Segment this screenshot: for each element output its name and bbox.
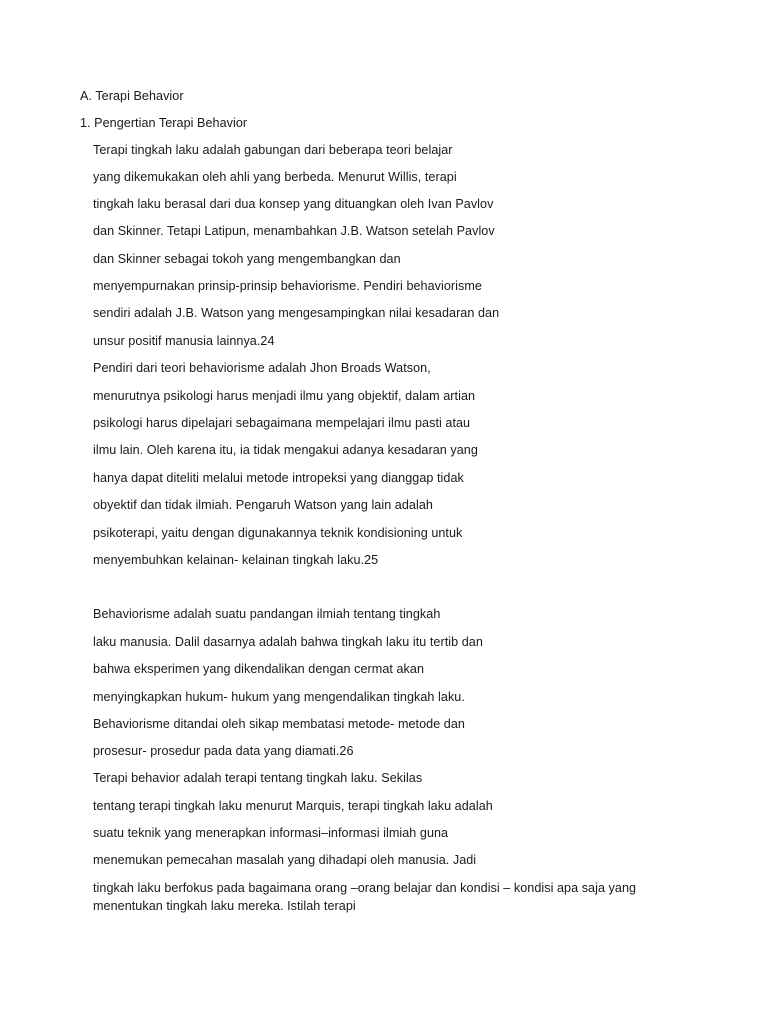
paragraph-line: tentang terapi tingkah laku menurut Marquis, terapi tingkah laku adalah [93,799,493,813]
paragraph-line: menentukan tingkah laku mereka. Istilah terapi [93,899,356,913]
paragraph-line: menyingkapkan hukum- hukum yang mengendalikan tingkah laku. [93,690,465,704]
subsection-heading: 1. Pengertian Terapi Behavior [80,116,248,130]
paragraph-line: bahwa eksperimen yang dikendalikan dengan cermat akan [93,662,424,676]
paragraph-line: Pendiri dari teori behaviorisme adalah Jhon Broads Watson, [93,361,431,375]
paragraph-line: dan Skinner. Tetapi Latipun, menambahkan J.B. Watson setelah Pavlov [93,224,495,238]
paragraph-line: unsur positif manusia lainnya.24 [93,334,275,348]
section-heading: A. Terapi Behavior [80,89,184,103]
paragraph-line: suatu teknik yang menerapkan informasi–informasi ilmiah guna [93,826,449,840]
paragraph-line: tingkah laku berfokus pada bagaimana orang –orang belajar dan kondisi – kondisi apa saja yang [93,881,637,895]
paragraph-line: dan Skinner sebagai tokoh yang mengembangkan dan [93,252,401,266]
paragraph-line: Behaviorisme adalah suatu pandangan ilmiah tentang tingkah [93,607,441,621]
paragraph-line: ilmu lain. Oleh karena itu, ia tidak mengakui adanya kesadaran yang [93,443,478,457]
paragraph-line: Behaviorisme ditandai oleh sikap membatasi metode- metode dan [93,717,465,731]
paragraph-line: menurutnya psikologi harus menjadi ilmu yang objektif, dalam artian [93,389,476,403]
paragraph-line: menyempurnakan prinsip-prinsip behaviorisme. Pendiri behaviorisme [93,279,482,293]
paragraph-line: psikoterapi, yaitu dengan digunakannya teknik kondisioning untuk [93,526,463,540]
paragraph-line: obyektif dan tidak ilmiah. Pengaruh Watson yang lain adalah [93,498,433,512]
paragraph-line: psikologi harus dipelajari sebagaimana mempelajari ilmu pasti atau [93,416,471,430]
paragraph-line: tingkah laku berasal dari dua konsep yang dituangkan oleh Ivan Pavlov [93,197,494,211]
paragraph-line: prosesur- prosedur pada data yang diamati.26 [93,744,354,758]
paragraph-line: menemukan pemecahan masalah yang dihadapi oleh manusia. Jadi [93,853,477,867]
paragraph-line: laku manusia. Dalil dasarnya adalah bahwa tingkah laku itu tertib dan [93,635,483,649]
paragraph-line: Terapi tingkah laku adalah gabungan dari beberapa teori belajar [93,143,453,157]
paragraph-line: hanya dapat diteliti melalui metode intropeksi yang dianggap tidak [93,471,464,485]
paragraph-line: menyembuhkan kelainan- kelainan tingkah laku.25 [93,553,379,567]
paragraph-line: Terapi behavior adalah terapi tentang tingkah laku. Sekilas [93,771,423,785]
paragraph-line: sendiri adalah J.B. Watson yang mengesampingkan nilai kesadaran dan [93,306,500,320]
paragraph-line: yang dikemukakan oleh ahli yang berbeda. Menurut Willis, terapi [93,170,457,184]
